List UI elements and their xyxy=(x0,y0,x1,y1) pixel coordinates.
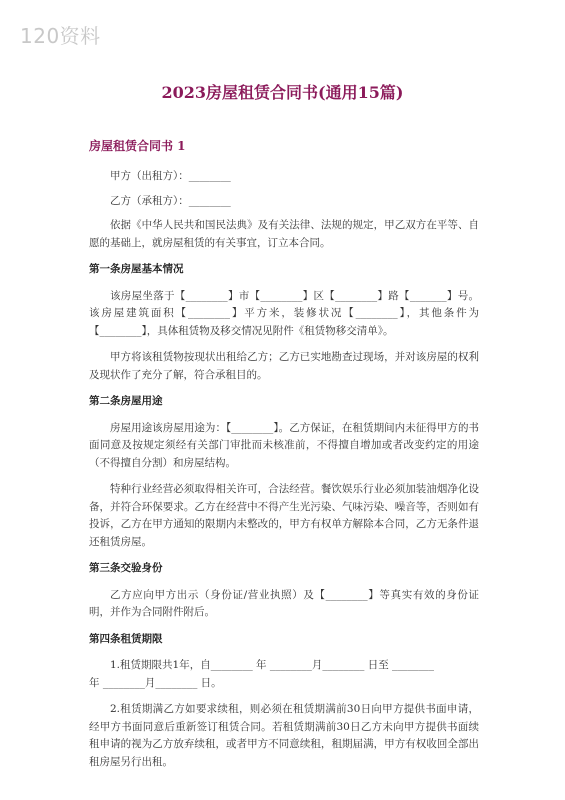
article-2-heading: 第二条房屋用途 xyxy=(89,395,163,407)
article-4-heading: 第四条租赁期限 xyxy=(89,632,163,645)
document-title: 2023房屋租赁合同书(通用15篇) xyxy=(161,83,404,102)
party-a-line: 甲方（出租方）：________ xyxy=(110,170,231,182)
party-b-line: 乙方（承租方）：________ xyxy=(110,194,231,207)
intro-paragraph: 依据《中华人民共和国民法典》及有关法律、法规的规定，甲乙双方在平等、自愿的基础上，就房屋租赁的有关事宜，订立本合同。 xyxy=(89,219,479,249)
section-title: 房屋租赁合同书 1 xyxy=(89,139,186,153)
article-2-paragraph-1: 房屋用途该房屋用途为：【________】。乙方保证，在租赁期间内未征得甲方的书面同意及按规定须经有关部门审批而未核准前，不得擅自增加或者改变约定的用途（不得擅自分割）和房屋结构。 xyxy=(89,421,479,469)
article-2-paragraph-2: 特种行业经营必须取得相关许可，合法经营。餐饮娱乐行业必须加装油烟净化设备，并符合环保要求。乙方在经营中不得产生光污染、气味污染、噪音等，否则如有投诉，乙方在甲方通知的限期内未整改的，甲方有权单方解除本合同，乙方无条件退还租赁房屋。 xyxy=(89,483,479,548)
article-1-heading: 第一条房屋基本情况 xyxy=(89,263,184,275)
article-3-heading: 第三条交验身份 xyxy=(89,562,163,574)
article-4-paragraph-1-line-1: 1.租赁期限共1年，自________ 年 ________月________ 日至 ________ xyxy=(110,659,435,671)
article-4-paragraph-1-line-2: 年 ________月________ 日。 xyxy=(89,676,222,689)
article-1-paragraph-1: 该房屋坐落于【________】市【________】区【________】路【_______】号。该房屋建筑面积【________】平方米，装修状况【________】，其他条件为【________】，具体租赁物及移交情况见附件《租赁物移交清单》。 xyxy=(89,289,479,337)
contract-body xyxy=(89,168,479,780)
watermark: 120资料 xyxy=(20,24,101,48)
article-4-paragraph-2: 2.租赁期满乙方如要求续租，则必须在租赁期满前30日向甲方提供书面申请，经甲方书面同意后重新签订租赁合同。若租赁期满前30日乙方未向甲方提供书面续租申请的视为乙方放弃续租，或者甲方不同意续租，租期届满，甲方有权收回全部出租房屋另行出租。 xyxy=(89,703,479,768)
article-1-paragraph-2: 甲方将该租赁物按现状出租给乙方；乙方已实地勘查过现场，并对该房屋的权利及现状作了充分了解，符合承租目的。 xyxy=(89,351,479,381)
article-3-paragraph-1: 乙方应向甲方出示（身份证/营业执照）及【________】等真实有效的身份证明，并作为合同附件附后。 xyxy=(89,588,479,618)
